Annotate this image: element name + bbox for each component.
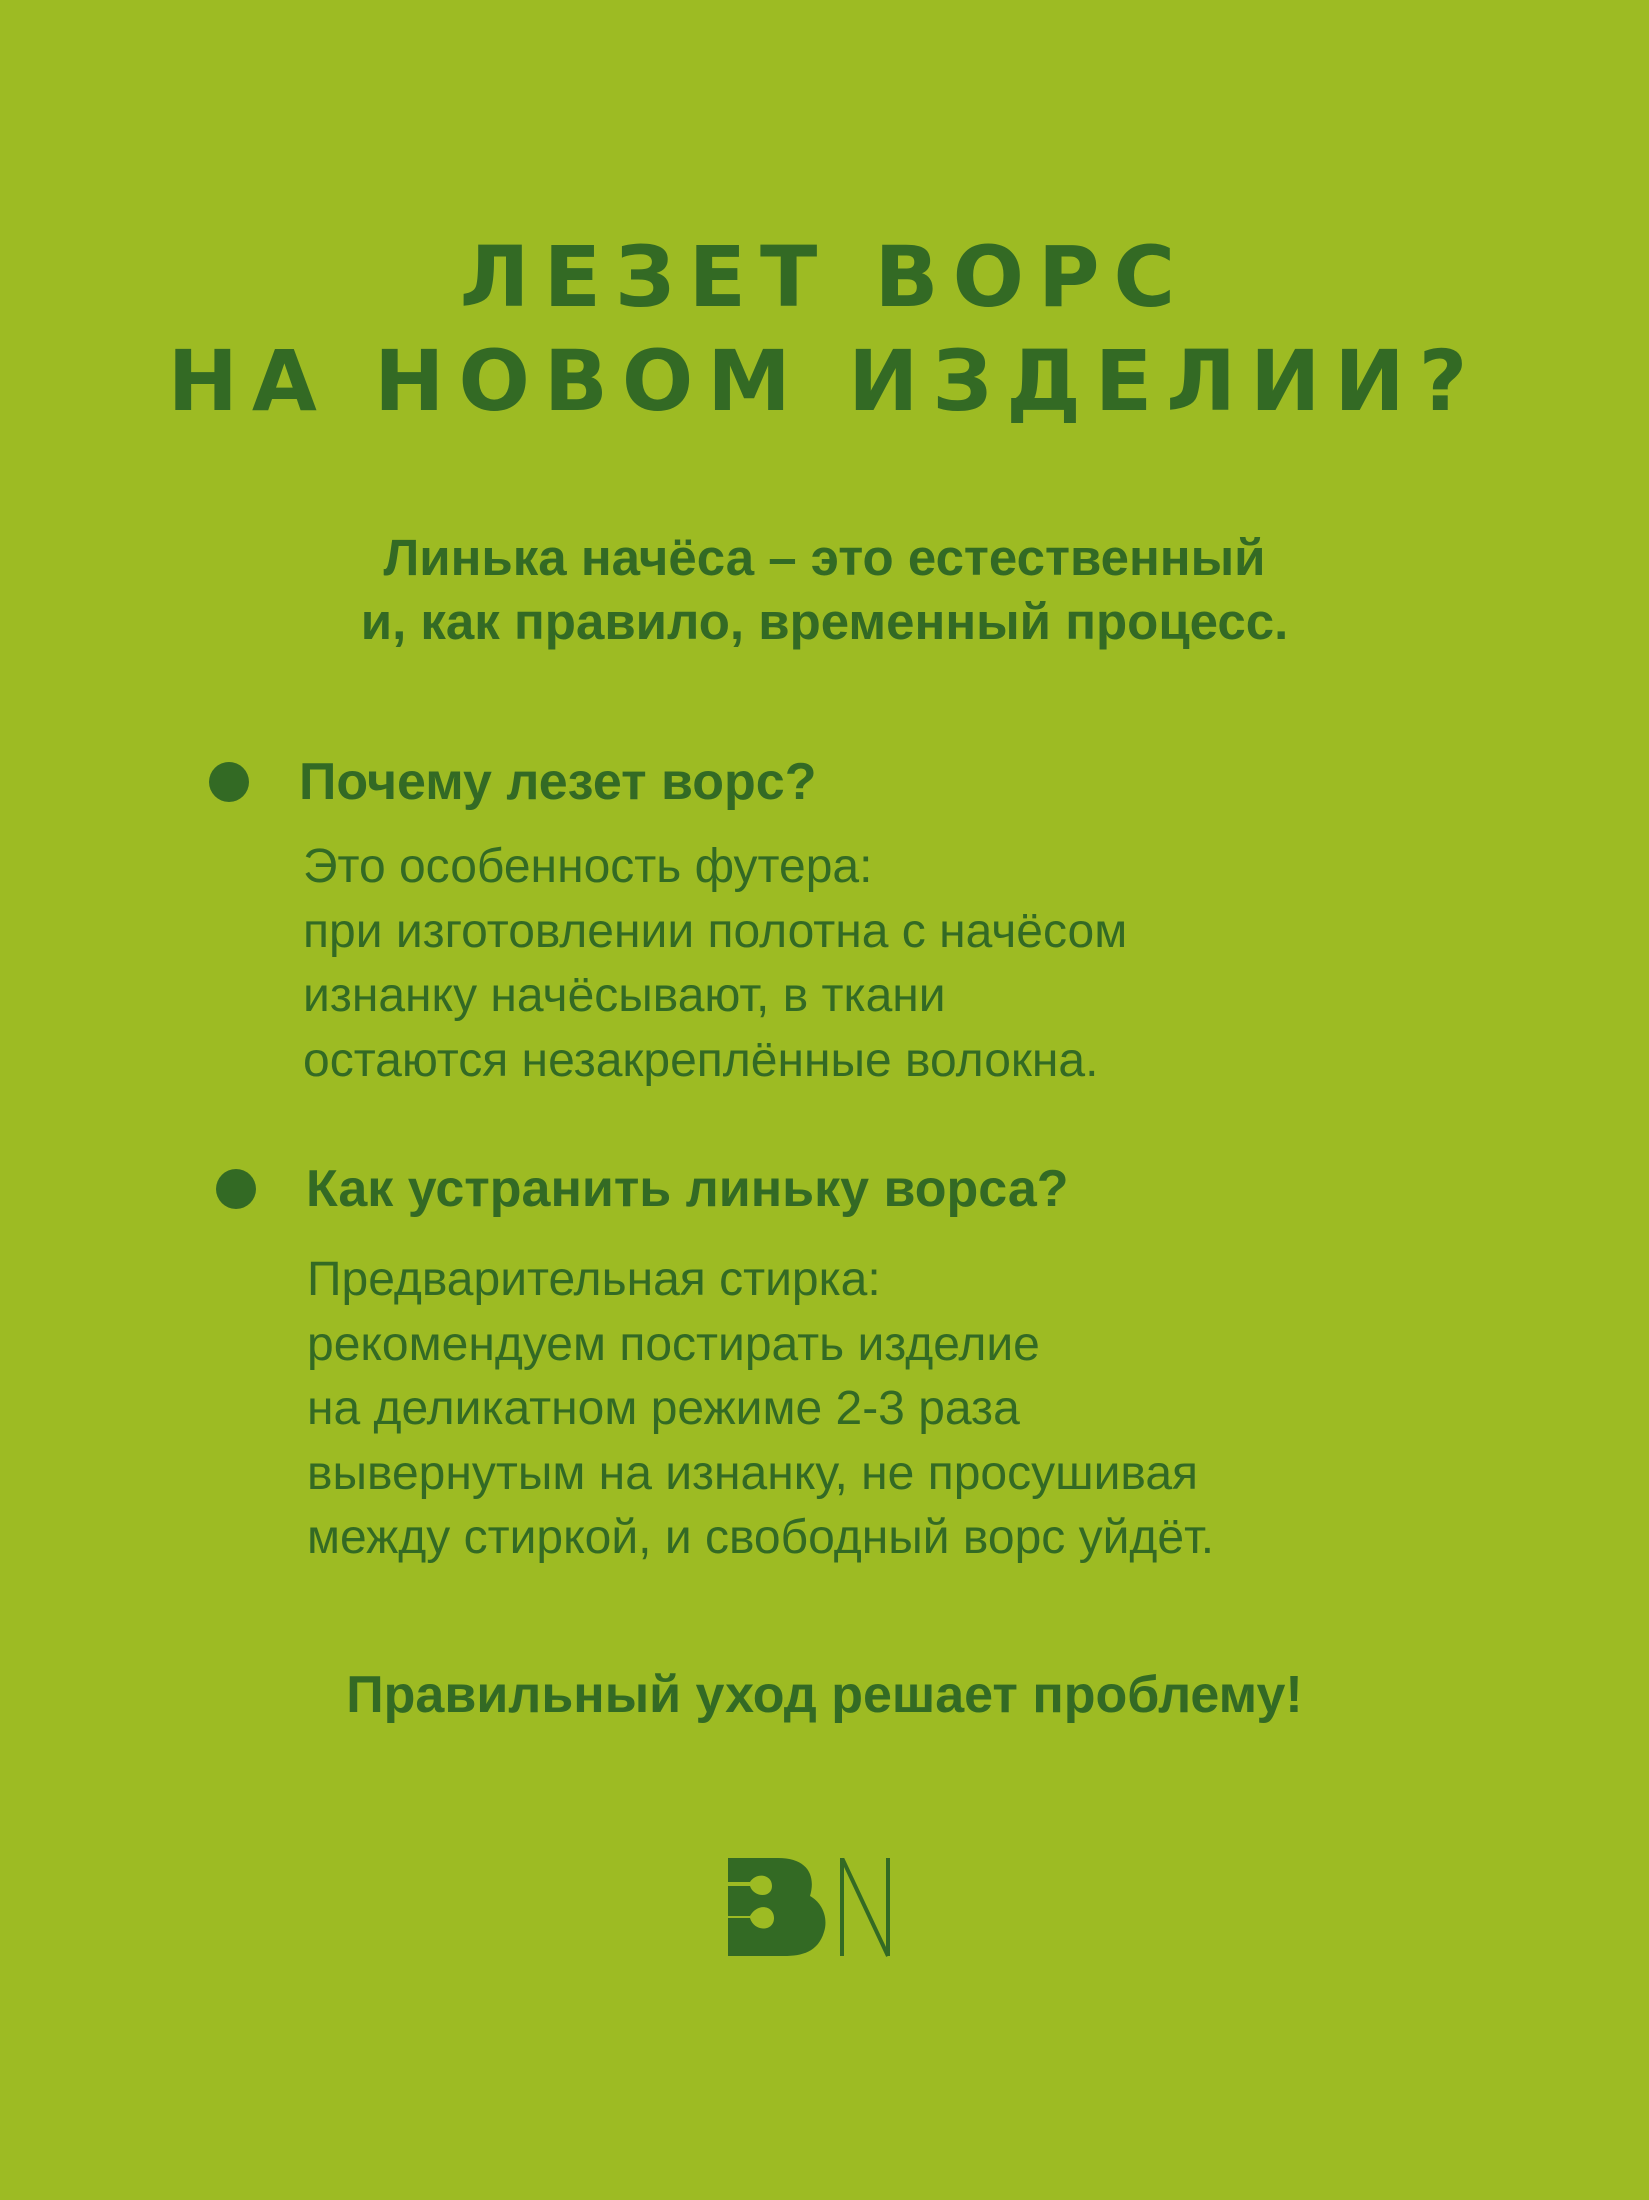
section-body-why bbox=[303, 835, 1127, 1093]
bullet-icon bbox=[216, 1169, 256, 1209]
body-line: остаются незакреплённые волокна. bbox=[303, 1033, 1099, 1087]
body-line: при изготовлении полотна с начёсом bbox=[303, 904, 1128, 958]
brand-logo bbox=[728, 1858, 892, 1958]
body-line: между стиркой, и свободный ворс уйдёт. bbox=[307, 1511, 1215, 1564]
body-line: вывернутым на изнанку, не просушивая bbox=[307, 1446, 1199, 1500]
body-line: Предварительная стирка: bbox=[307, 1253, 881, 1306]
title-line-2: НА НОВОМ ИЗДЕЛИИ? bbox=[167, 332, 1482, 430]
section-body-how bbox=[307, 1248, 1214, 1571]
subtitle-line-2: и, как правило, временный процесс. bbox=[360, 593, 1289, 650]
page-title bbox=[0, 225, 1649, 433]
body-line: изнанку начёсывают, в ткани bbox=[303, 969, 946, 1022]
subtitle bbox=[0, 526, 1649, 654]
subtitle-line-1: Линька начёса – это естественный bbox=[383, 529, 1266, 586]
title-line-1: ЛЕЗЕТ ВОРС bbox=[459, 228, 1190, 326]
body-line: Это особенность футера: bbox=[303, 840, 873, 893]
body-line: рекомендуем постирать изделие bbox=[307, 1317, 1040, 1371]
closing-text: Правильный уход решает проблему! bbox=[346, 1666, 1303, 1724]
body-line: на деликатном режиме 2-3 раза bbox=[307, 1382, 1020, 1435]
bullet-icon bbox=[209, 762, 249, 802]
section-heading-how: Как устранить линьку ворса? bbox=[306, 1160, 1069, 1218]
section-heading-why: Почему лезет ворс? bbox=[299, 753, 817, 811]
